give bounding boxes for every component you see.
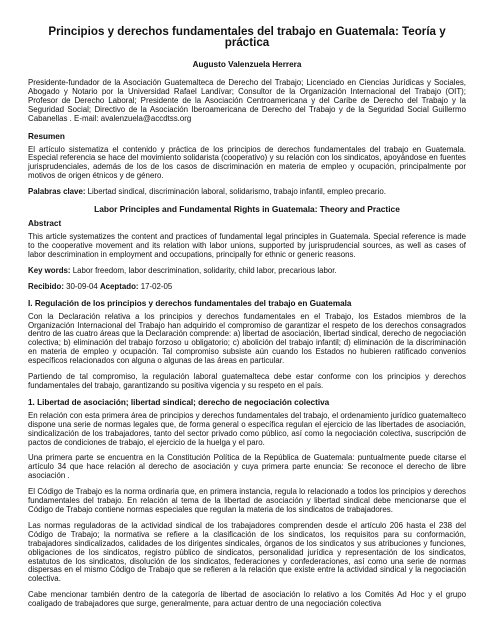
key-words-text: Labor freedom, labor descrimination, solidarity, child labor, precarious labor. (70, 265, 337, 275)
dates-line (28, 283, 466, 292)
section-1-heading: I. Regulación de los principios y derechos fundamentales del trabajo en Guatemala (28, 298, 352, 308)
palabras-clave-label: Palabras clave: (28, 187, 86, 197)
section-1-1-paragraph-1: En relación con esta primera área de principios y derechos fundamentales del trabajo, el ordenamiento jurídico guatemalteco dispone una serie de normas legales que, de forma general o específica regulan el ejercicio de las libertades de asociación, sindicalización de los trabajadores, tanto del sector privado como público, así como la negociación colectiva, suscripción de pactos de condiciones de trabajo, el ejercicio de la huelga y el paro. (28, 410, 466, 447)
key-words (28, 267, 466, 276)
abstract-text: This article systematizes the content and practices of fundamental legal principles in Guatemala. Special reference is made to the cooperative movement and its relation with labor unions, supported by jurisprudencial sources, as well as cases of labor descrimination in employment and occupations, principally for ethnic or generic reasons. (28, 232, 466, 259)
key-words-label: Key words: (28, 265, 71, 275)
author-affiliation: Presidente-fundador de la Asociación Guatemalteca de Derecho del Trabajo; Licenciado en Ciencias Jurídicas y Sociales, Abogado y Notario por la Universidad Rafael Landívar; Consultor de la Organización Internacional del Trabajo (OIT); Profesor de Derecho Laboral; Presidente de la Asociación Centroamericana y del Caribe de Derecho del Trabajo y la Seguridad Social; Directivo de la Asociación Iberoamericana de Derecho del Trabajo y de la Seguridad Social Guillermo Cabanellas . E-mail: avalenzuela@accdtss.org (28, 78, 466, 123)
english-title: Labor Principles and Fundamental Rights in Guatemala: Theory and Practice (94, 204, 400, 215)
resumen-text: El artículo sistematiza el contenido y práctica de los principios de derechos fundamentales del trabajo en Guatemala. Especial referencia se hace del movimiento solidarista (cooperativo) y su relación con los sindicatos, apoyándose en fuentes jurisprudenciales, además de los de los casos de discriminación en materia de empleo y ocupación, principalmente por motivos de origen étnicos y de género. (28, 144, 466, 181)
section-1-1-paragraph-4: Las normas reguladoras de la actividad sindical de los trabajadores comprenden desde el artículo 206 hasta el 238 del Código de Trabajo; la normativa se refiere a la clasificación de los sindicatos, los requisitos para su conformación, trabajadores sindicalizados, calidades de los dirigentes sindicales, órganos de los sindicatos y sus atribuciones y funciones, obligaciones de los sindicatos, registro público de sindicatos, personalidad jurídica y representación de los sindicatos, estatutos de los sindicatos, disolución de los sindicatos, federaciones y confederaciones, así como una serie de normas dispersas en el mismo Código de Trabajo que se refieren a la relación que existe entre la actividad sindical y la negociación colectiva. (28, 520, 466, 584)
palabras-clave (28, 188, 466, 197)
section-1-paragraph-1: Con la Declaración relativa a los principios y derechos fundamentales en el Trabajo, los Estados miembros de la Organización Internacional del Trabajo han adquirido el compromiso de garantizar el respeto de los derechos consagrados dentro de las cuatro áreas que la Declaración comprende: a) libertad de asociación, libertad sindical, derecho de negociación colectiva; b) eliminación del trabajo forzoso u obligatorio; c) abolición del trabajo infantil; d) eliminación de la discriminación en materia de empleo y ocupación. Tal compromiso subsiste aún cuando los Estados no hubieren ratificado convenios específicos relacionados con alguna o algunas de las áreas en particular. (28, 311, 466, 366)
resumen-heading: Resumen (28, 131, 65, 141)
section-1-1-paragraph-3: El Código de Trabajo es la norma ordinaria que, en primera instancia, regula lo relacionado a todos los principios y derechos fundamentales del trabajo. En relación al tema de la libertad de asociación y libertad sindical debe mencionarse que el Código de Trabajo contiene normas especiales que regulan la materia de los sindicatos de trabajadores. (28, 487, 466, 514)
abstract-heading: Abstract (28, 219, 62, 229)
section-1-1-heading: 1. Libertad de asociación; libertad sindical; derecho de negociación colectiva (28, 397, 330, 407)
accepted-label: Aceptado: (99, 281, 139, 291)
section-1-1-paragraph-2: Una primera parte se encuentra en la Constitución Política de la República de Guatemala: puntualmente puede citarse el artículo 34 que hace relación al derecho de asociación y cuya primera parte enuncia: Se reconoce el derecho de libre asociación . (28, 453, 466, 481)
paper-title: Principios y derechos fundamentales del trabajo en Guatemala: Teoría y práctica (48, 25, 446, 49)
section-1-paragraph-2: Partiendo de tal compromiso, la regulación laboral guatemalteca debe estar conforme con los principios y derechos fundamentales del trabajo, garantizando su positiva vigencia y su respeto en el país. (28, 372, 466, 390)
section-1-1-paragraph-5: Cabe mencionar también dentro de la categoría de libertad de asociación lo relativo a los Comités Ad Hoc y el grupo coaligado de trabajadores que surge, generalmente, para actuar dentro de una negociación colectiva (28, 590, 466, 609)
received-label: Recibido: (28, 281, 64, 291)
accepted-date: 17-02-05 (138, 281, 173, 291)
received-date: 30-09-04 (63, 281, 100, 291)
author-name: Augusto Valenzuela Herrera (192, 60, 302, 69)
palabras-clave-text: Libertad sindical, discriminación laboral, solidarismo, trabajo infantil, empleo precario. (85, 187, 386, 197)
